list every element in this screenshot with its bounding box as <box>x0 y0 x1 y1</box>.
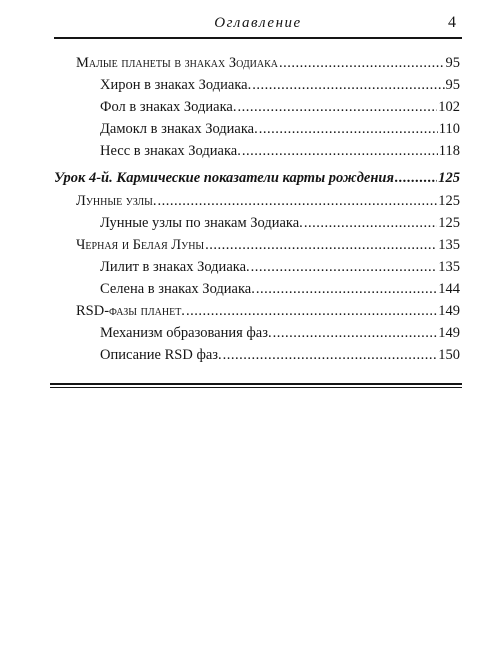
toc-entry-page: 102 <box>438 99 460 115</box>
dot-leader <box>395 167 437 189</box>
toc-entry-title: Селена в знаках Зодиака. <box>100 281 255 297</box>
toc-entry-title: Лунные узлы по знакам Зодиака. <box>100 215 303 231</box>
dot-leader <box>242 140 438 162</box>
header-page-number: 4 <box>448 14 456 31</box>
toc-entry-lilith <box>100 256 460 278</box>
dot-leader <box>273 322 438 344</box>
dot-leader <box>304 212 437 234</box>
toc-entry-page: 135 <box>438 259 460 275</box>
dot-leader <box>186 300 437 322</box>
toc-entry-minor-planets <box>76 52 460 74</box>
toc-entry-page: 144 <box>438 281 460 297</box>
toc-entry-phase-mechanism <box>100 322 460 344</box>
dot-leader <box>157 190 437 212</box>
toc-entry-page: 95 <box>445 77 460 93</box>
toc-entry-page: 149 <box>438 325 460 341</box>
toc-entry-title: RSD-фазы планет. <box>76 303 185 319</box>
toc-entry-title: Описание RSD фаз. <box>100 347 222 363</box>
toc-entry-damocles <box>100 118 460 140</box>
toc-entry-lunar-nodes <box>76 190 460 212</box>
toc-entry-title: Малые планеты в знаках Зодиака <box>76 55 278 71</box>
dot-leader <box>223 344 438 366</box>
toc-entry-page: 110 <box>438 121 460 137</box>
toc-entry-page: 135 <box>438 237 460 253</box>
toc-entry-title: Черная и Белая Луны <box>76 237 205 253</box>
toc-entry-chiron <box>100 74 460 96</box>
toc-entry-page: 118 <box>438 143 460 159</box>
dot-leader <box>279 52 445 74</box>
toc-entry-page: 150 <box>438 347 460 363</box>
toc-entry-black-white-moons <box>76 234 460 256</box>
dot-leader <box>259 118 438 140</box>
toc-entry-title: Лилит в знаках Зодиака. <box>100 259 250 275</box>
header-rule <box>54 37 462 39</box>
dot-leader <box>237 96 437 118</box>
running-header <box>54 13 462 35</box>
toc-entry-lunar-nodes-signs <box>100 212 460 234</box>
toc-entry-nessus <box>100 140 460 162</box>
toc-entry-title: Лунные узлы. <box>76 193 157 209</box>
toc-entry-title: Фол в знаках Зодиака. <box>100 99 237 115</box>
dot-leader <box>256 278 437 300</box>
toc-entry-title: Хирон в знаках Зодиака. <box>100 77 252 93</box>
dot-leader <box>205 234 437 256</box>
toc-entry-title: Дамокл в знаках Зодиака. <box>100 121 258 137</box>
header-title: Оглавление <box>214 15 302 31</box>
toc-entry-page: 125 <box>438 193 460 209</box>
toc-entry-page: 95 <box>445 55 460 71</box>
toc-entry-rsd-description <box>100 344 460 366</box>
toc-entry-page: 125 <box>438 170 460 186</box>
toc-entry-page: 149 <box>438 303 460 319</box>
toc-entry-title: Урок 4-й. Кармические показатели карты рождения <box>54 170 394 186</box>
toc-entry-title: Механизм образования фаз. <box>100 325 272 341</box>
dot-leader <box>252 74 444 96</box>
footer-rule-top <box>50 383 462 385</box>
dot-leader <box>251 256 438 278</box>
footer-rule-bottom <box>50 387 462 388</box>
toc-entry-page: 125 <box>438 215 460 231</box>
toc-entry-selena <box>100 278 460 300</box>
toc-entry-lesson-4 <box>54 167 460 189</box>
toc-entry-title: Несс в знаках Зодиака. <box>100 143 241 159</box>
toc-entry-pholus <box>100 96 460 118</box>
toc-entry-rsd-phases <box>76 300 460 322</box>
